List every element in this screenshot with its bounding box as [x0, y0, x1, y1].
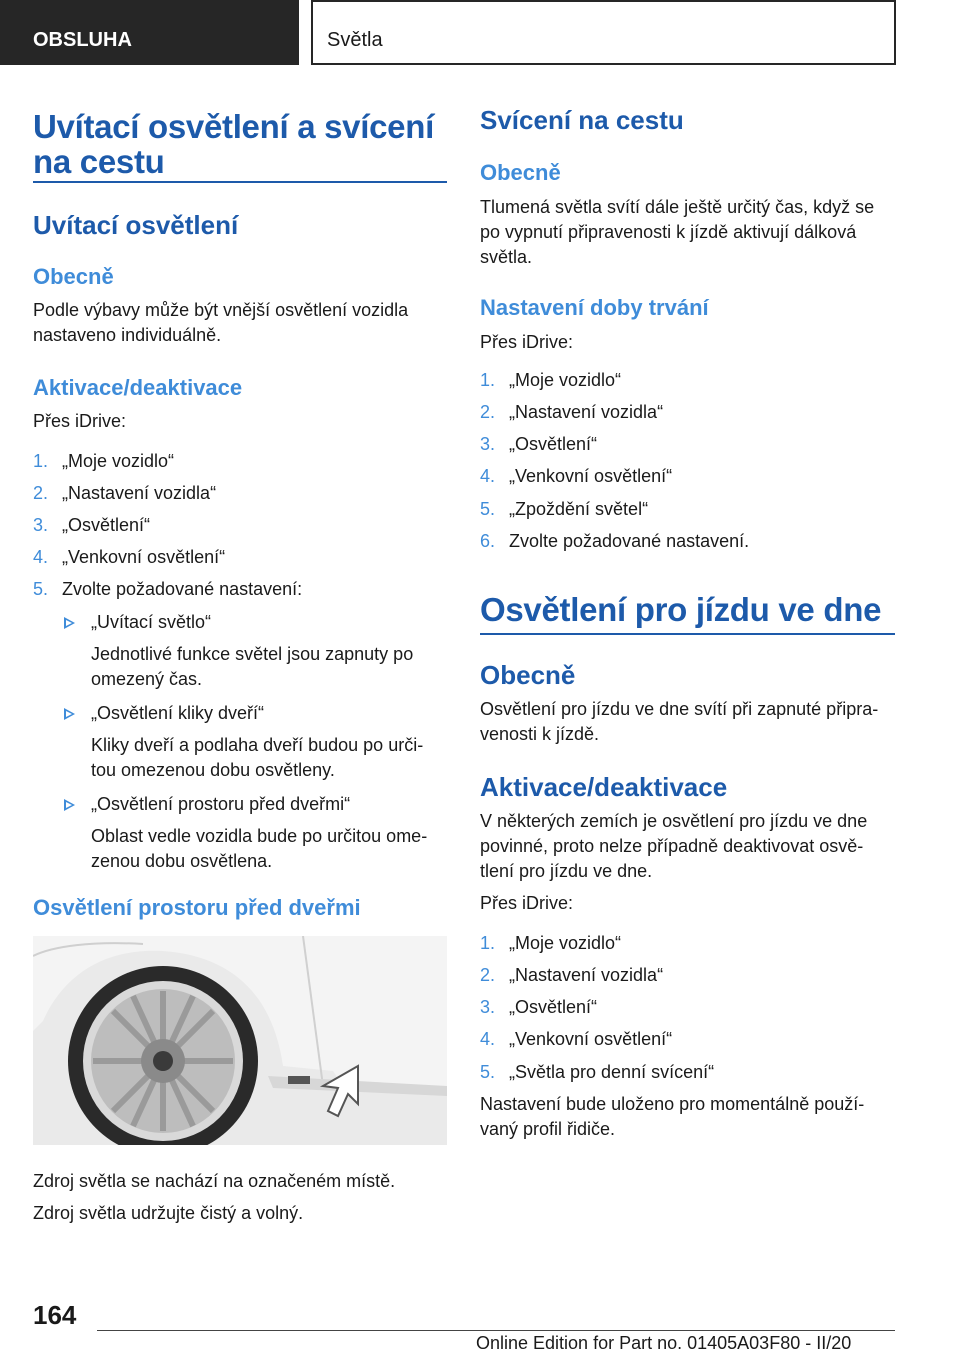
via-idrive-text: Přes iDrive: — [480, 893, 574, 913]
drl-general-heading: Obecně — [480, 660, 576, 690]
step-number: 5. — [480, 1062, 496, 1082]
page-title-line-1: Uvítací osvětlení a svícení — [33, 108, 434, 145]
step-text: Zvolte požadované nastavení. — [509, 531, 750, 551]
step-number: 2. — [480, 402, 496, 422]
step-text: „Zpoždění světel“ — [509, 499, 649, 519]
option-desc: Oblast vedle vozidla bude po určitou ome- — [91, 826, 428, 846]
profile-note: Nastavení bude uloženo pro momentálně použí- — [480, 1094, 865, 1114]
daytime-light-title: Osvětlení pro jízdu ve dne — [480, 591, 882, 628]
section-tab — [0, 0, 299, 65]
step-text: „Osvětlení“ — [62, 515, 151, 535]
option-desc: zenou dobu osvětlena. — [91, 851, 273, 871]
general-text: Tlumená světla svítí dále ještě určitý čas, když se — [480, 197, 875, 217]
welcome-light-heading: Uvítací osvětlení — [33, 210, 239, 240]
step-number: 4. — [480, 1029, 496, 1049]
step-number: 4. — [33, 547, 49, 567]
step-text: „Osvětlení“ — [509, 434, 598, 454]
via-idrive-text: Přes iDrive: — [33, 411, 127, 431]
page-title-line-2: na cestu — [33, 143, 165, 180]
option-desc: Kliky dveří a podlaha dveří budou po urči- — [91, 735, 424, 755]
general-text: nastaveno individuálně. — [33, 325, 222, 345]
step-text: „Venkovní osvětlení“ — [62, 547, 226, 567]
section-label: OBSLUHA — [33, 29, 132, 51]
activation-heading: Aktivace/deaktivace — [33, 375, 243, 400]
general-heading: Obecně — [480, 160, 561, 185]
step-number: 4. — [480, 466, 496, 486]
duration-heading: Nastavení doby trvání — [480, 295, 709, 320]
title-rule — [33, 181, 447, 183]
general-text: Podle výbavy může být vnější osvětlení vozidla — [33, 300, 409, 320]
step-text: „Moje vozidlo“ — [509, 933, 622, 953]
step-number: 2. — [480, 965, 496, 985]
step-number: 3. — [480, 434, 496, 454]
step-text: „Nastavení vozidla“ — [62, 483, 217, 503]
travel-light-heading: Svícení na cestu — [480, 105, 684, 135]
bullet-triangle-icon — [64, 708, 75, 720]
drl-activation-text: V některých zemích je osvětlení pro jízdu ve dne — [480, 811, 868, 831]
general-text: světla. — [480, 247, 533, 267]
chapter-label: Světla — [327, 29, 383, 51]
title-rule — [480, 633, 895, 635]
option-desc: tou omezenou dobu osvětleny. — [91, 760, 335, 780]
step-number: 3. — [33, 515, 49, 535]
drl-general-text: venosti k jízdě. — [480, 724, 600, 744]
profile-note: vaný profil řidiče. — [480, 1119, 616, 1139]
drl-general-text: Osvětlení pro jízdu ve dne svítí při zapnuté připra- — [480, 699, 879, 719]
page-number: 164 — [33, 1300, 77, 1330]
step-text: „Venkovní osvětlení“ — [509, 466, 673, 486]
option-title: „Osvětlení kliky dveří“ — [91, 703, 265, 723]
option-desc: Jednotlivé funkce světel jsou zapnuty po — [91, 644, 414, 664]
general-heading: Obecně — [33, 264, 114, 289]
option-desc: omezený čas. — [91, 669, 203, 689]
step-number: 3. — [480, 997, 496, 1017]
edition-footer: Online Edition for Part no. 01405A03F80 - II/20 — [476, 1333, 852, 1353]
caption-text: Zdroj světla udržujte čistý a volný. — [33, 1203, 304, 1223]
step-text: „Moje vozidlo“ — [62, 451, 175, 471]
chapter-tab — [311, 0, 896, 65]
step-number: 5. — [33, 579, 49, 599]
step-text: „Moje vozidlo“ — [509, 370, 622, 390]
option-title: „Uvítací světlo“ — [91, 612, 212, 632]
bullet-triangle-icon — [64, 617, 75, 629]
caption-text: Zdroj světla se nachází na označeném místě. — [33, 1171, 396, 1191]
step-number: 5. — [480, 499, 496, 519]
drl-activation-heading: Aktivace/deaktivace — [480, 772, 728, 802]
step-number: 1. — [480, 933, 496, 953]
step-number: 6. — [480, 531, 496, 551]
step-text: „Nastavení vozidla“ — [509, 965, 664, 985]
step-text: „Světla pro denní svícení“ — [509, 1062, 715, 1082]
door-area-heading: Osvětlení prostoru před dveřmi — [33, 895, 361, 920]
step-text: „Venkovní osvětlení“ — [509, 1029, 673, 1049]
bullet-triangle-icon — [64, 799, 75, 811]
step-text: „Osvětlení“ — [509, 997, 598, 1017]
drl-activation-text: tlení pro jízdu ve dne. — [480, 861, 653, 881]
option-title: „Osvětlení prostoru před dveřmi“ — [91, 794, 351, 814]
step-text: „Nastavení vozidla“ — [509, 402, 664, 422]
step-number: 1. — [480, 370, 496, 390]
car-door-area-illustration — [33, 936, 447, 1145]
step-number: 1. — [33, 451, 49, 471]
via-idrive-text: Přes iDrive: — [480, 332, 574, 352]
footer-rule — [97, 1330, 895, 1331]
drl-activation-text: povinné, proto nelze případně deaktivovat osvě- — [480, 836, 864, 856]
step-number: 2. — [33, 483, 49, 503]
general-text: po vypnutí připravenosti k jízdě aktivují dálková — [480, 222, 857, 242]
step-text: Zvolte požadované nastavení: — [62, 579, 303, 599]
